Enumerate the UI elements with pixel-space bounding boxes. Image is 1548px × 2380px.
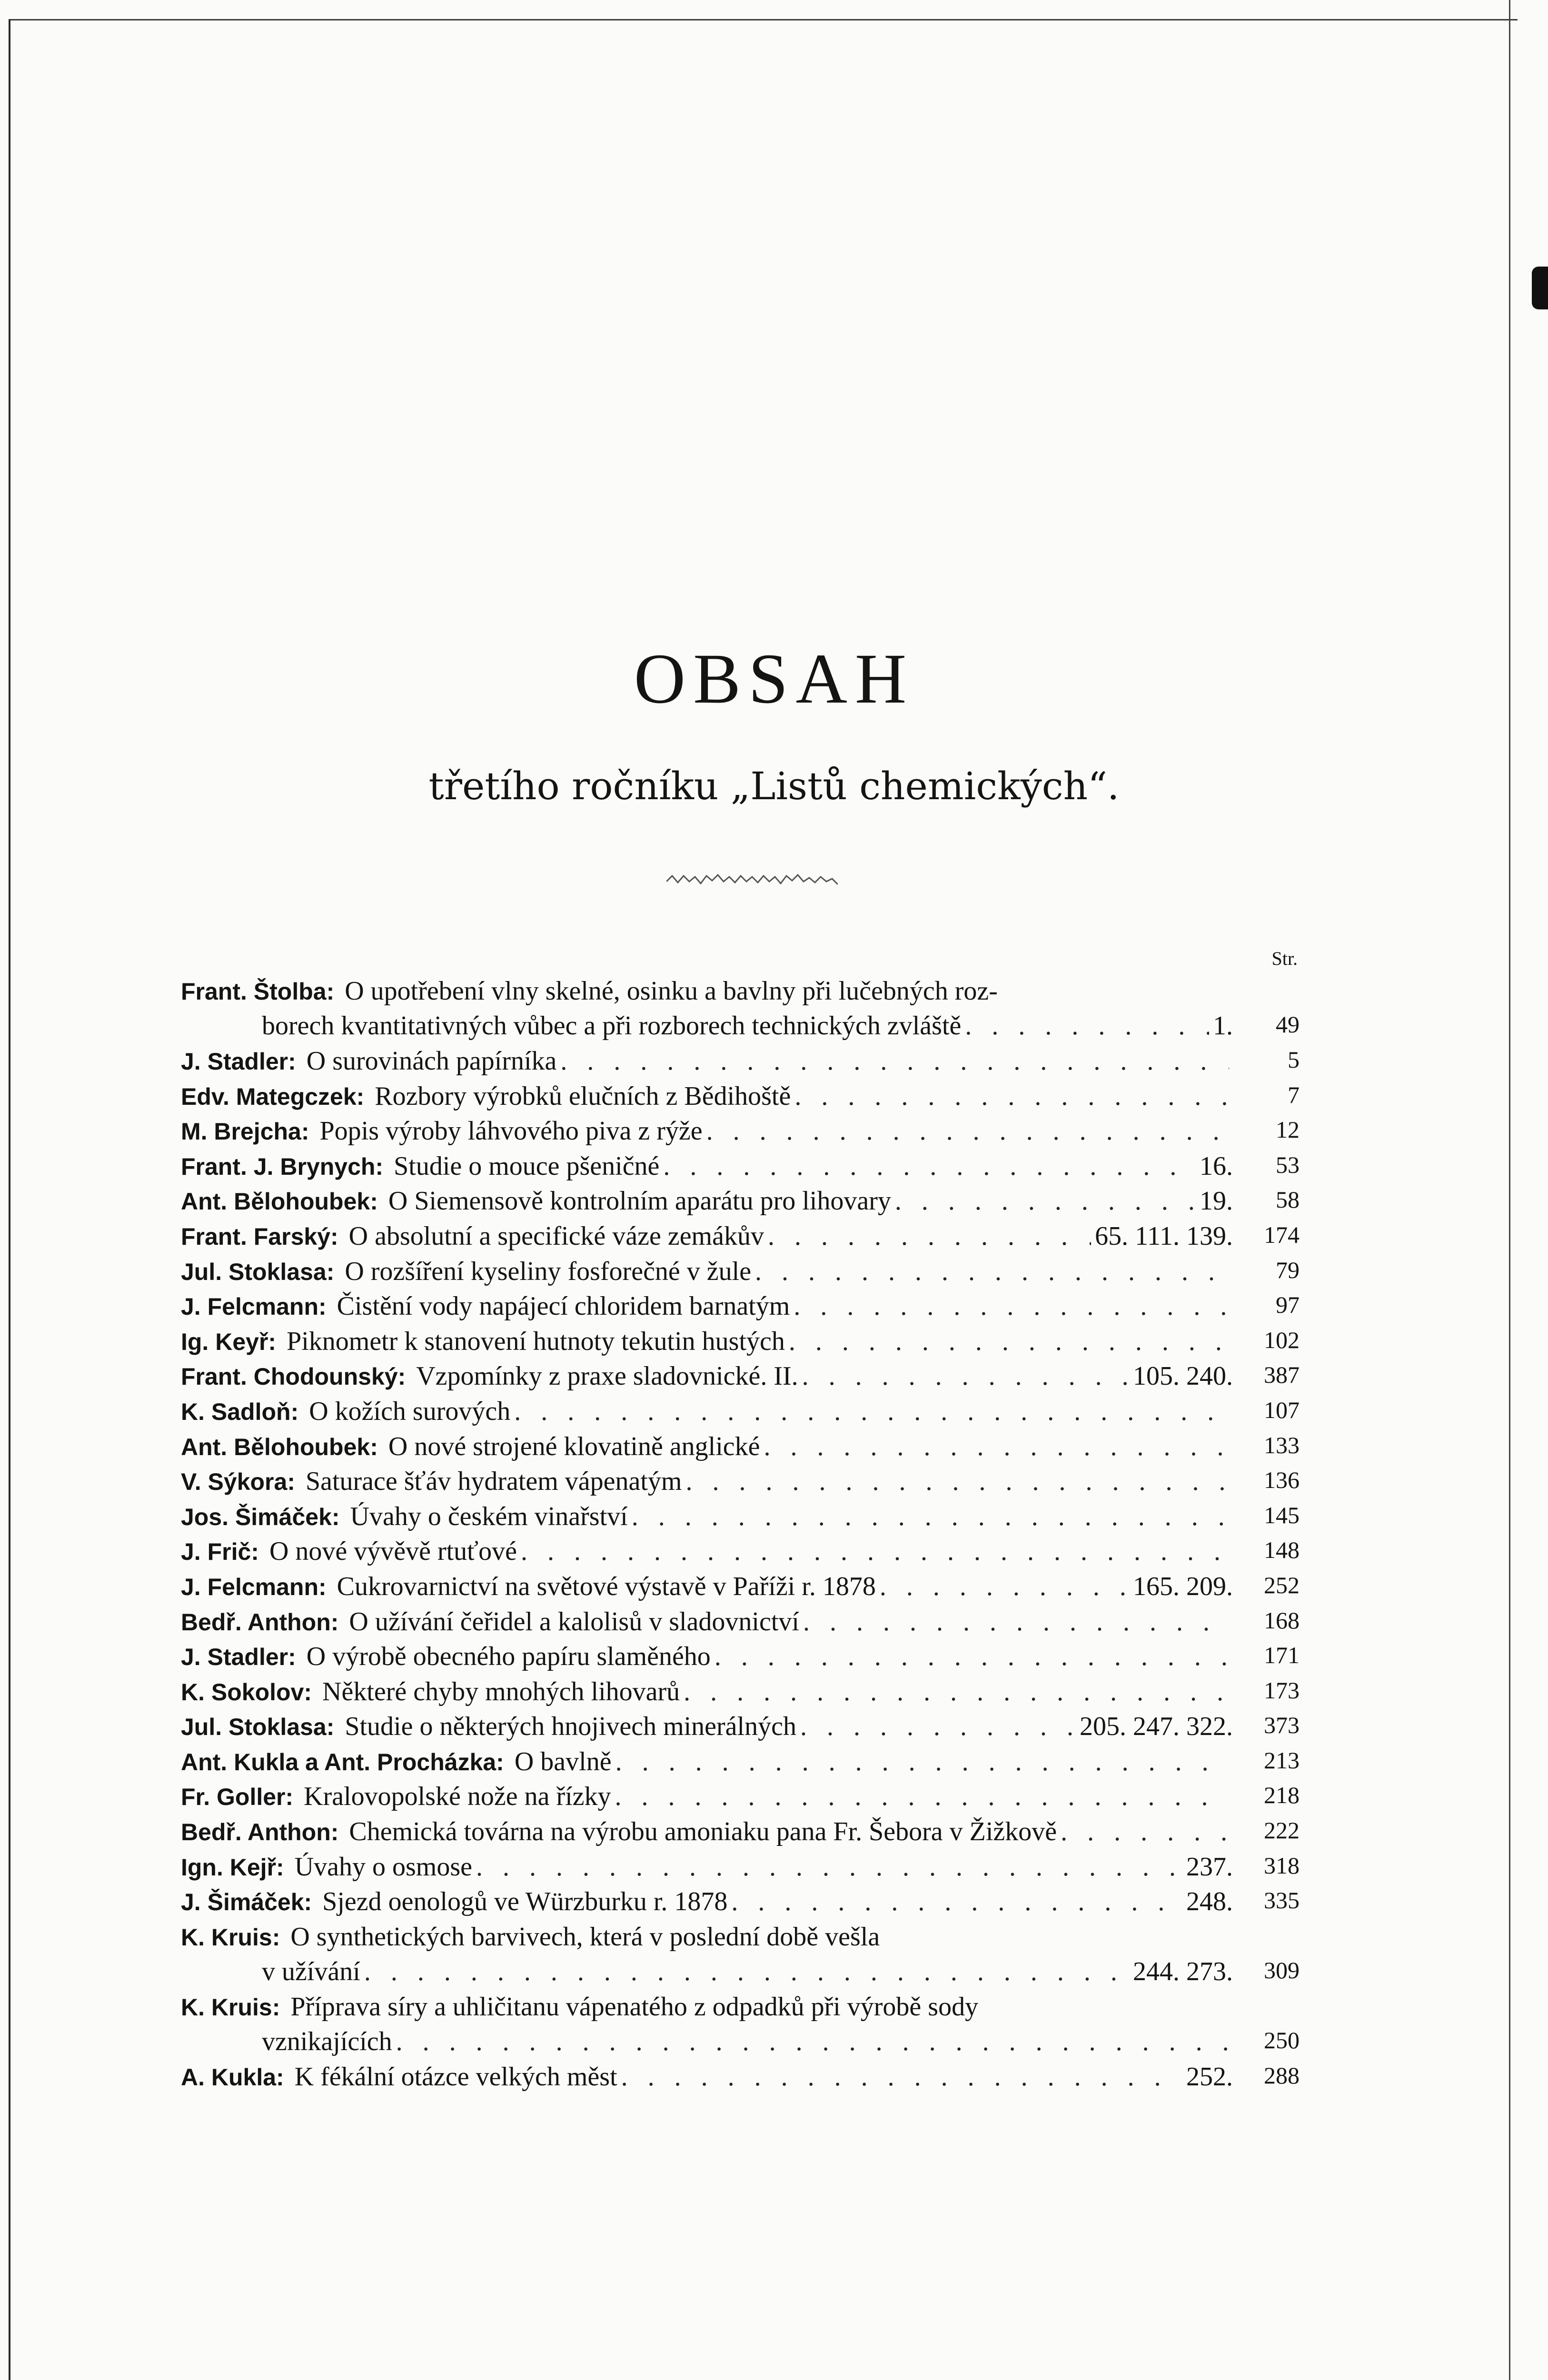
toc-page-number: 309 [1264,1956,1300,1983]
toc-author: J. Šimáček: [181,1889,312,1916]
toc-page-refs: 205. 247. 322. [1080,1712,1233,1742]
toc-page-number: 12 [1276,1116,1300,1143]
toc-author: J. Stadler: [181,1644,296,1671]
toc-entry [181,1116,1304,1151]
dot-leader [803,1606,1229,1637]
toc-page-refs: 237. [1186,1852,1233,1882]
toc-entry-line [181,1886,1233,1921]
toc-page-number: 107 [1264,1396,1300,1423]
toc-author: A. Kukla: [181,2063,284,2091]
toc-title: Piknometr k stanovení hutnoty tekutin hustých [287,1326,785,1356]
ornament-divider [666,871,838,890]
toc-page-number: 222 [1264,1817,1300,1844]
dot-leader [615,1781,1229,1812]
dot-leader [621,2062,1182,2092]
toc-title: K fékální otázce velkých měst [294,2062,617,2092]
toc-entry [181,1151,1304,1186]
toc-entry-line [181,1431,1233,1466]
toc-entry [181,1641,1304,1676]
toc-entry [181,1886,1304,1922]
dot-leader [714,1641,1229,1672]
toc-entry [181,976,1304,1046]
dot-leader [684,1676,1229,1707]
dot-leader [965,1011,1209,1041]
toc-entry-continuation [181,1011,1233,1045]
toc-page-number: 7 [1288,1081,1300,1108]
toc-title: O výrobě obecného papíru slaměného [306,1642,711,1672]
toc-author: Ant. Bělohoubek: [181,1433,378,1460]
toc-entry-line [181,1816,1233,1851]
toc-title: Čistění vody napájecí chloridem barnatým [337,1291,790,1321]
toc-author: V. Sýkora: [181,1468,295,1496]
toc-page-number: 174 [1264,1221,1300,1248]
dot-leader [768,1221,1091,1251]
toc-title: O surovinách papírníka [306,1046,557,1076]
toc-entry-line [181,1571,1233,1606]
toc-entry [181,1326,1304,1361]
toc-title-continuation: vznikajících [262,2026,392,2056]
toc-author: Frant. Chodounský: [181,1363,406,1390]
toc-entry-line [181,1676,1233,1711]
dot-leader [514,1396,1229,1427]
toc-page-number: 252 [1264,1571,1300,1598]
toc-author: Ign. Kejř: [181,1854,284,1881]
toc-entry-line [181,1711,1233,1746]
toc-page-number: 288 [1264,2062,1300,2089]
toc-entry-line [181,1221,1233,1256]
toc-entry-line [181,1922,1233,1956]
toc-entry-line [181,1396,1233,1431]
toc-page-number: 49 [1276,1011,1300,1038]
toc-title: O rozšíření kyseliny fosforečné v žule [345,1256,752,1286]
toc-page-number: 218 [1264,1782,1300,1809]
toc-title: Úvahy o osmose [294,1852,472,1882]
dot-leader [632,1501,1229,1532]
toc-entry-line [181,1326,1233,1361]
toc-title: O Siemensově kontrolním aparátu pro lihovary [388,1186,891,1216]
toc-entry-line [181,1606,1233,1641]
toc-author: J. Felcmann: [181,1573,327,1600]
toc-entry-line [181,1046,1233,1081]
toc-entry-line [181,1501,1233,1536]
ink-mark [1532,267,1548,309]
toc-entry-line [181,1852,1233,1886]
toc-title: Cukrovarnictví na světové výstavě v Paříži r. 1878 [337,1571,876,1601]
toc-entry [181,2062,1304,2097]
toc-author: M. Brejcha: [181,1118,309,1145]
toc-page-number: 102 [1264,1326,1300,1353]
toc-entry [181,1081,1304,1116]
toc-page-refs: 1. [1213,1011,1233,1041]
toc-author: K. Sokolov: [181,1678,312,1706]
toc-title: O nové strojené klovatině anglické [388,1431,760,1461]
toc-author: K. Kruis: [181,1924,280,1951]
toc-entry [181,1676,1304,1712]
toc-title: Chemická továrna na výrobu amoniaku pana Fr. Šebora v Žižkově [349,1817,1057,1847]
toc-entry-line [181,1536,1233,1571]
dot-leader [794,1081,1229,1111]
toc-entry-line [181,1151,1233,1186]
toc-title: Příprava síry a uhličitanu vápenatého z odpadků při výrobě sody [290,1992,979,2022]
toc-entry [181,1922,1304,1992]
toc-author: Bedř. Anthon: [181,1608,339,1636]
toc-title: O nové vývěvě rtuťové [269,1537,517,1567]
toc-entry [181,1256,1304,1291]
toc-title: O absolutní a specifické váze zemákův [348,1221,764,1251]
toc-title: Studie o některých hnojivech minerálných [345,1712,796,1742]
toc-author: Bedř. Anthon: [181,1819,339,1846]
toc-entry-line [181,1641,1233,1676]
toc-title: Vzpomínky z praxe sladovnické. II. [416,1361,798,1391]
toc-page-number: 58 [1276,1186,1300,1213]
toc-title: O užívání čeřidel a kalolisů v sladovnictví [349,1606,799,1636]
dot-leader [663,1151,1196,1181]
toc-page-number: 168 [1264,1606,1300,1634]
dot-leader [1061,1816,1229,1847]
toc-page-number: 97 [1276,1291,1300,1319]
toc-entry [181,1711,1304,1746]
toc-page-number: 136 [1264,1467,1300,1494]
toc-title-continuation: borech kvantitativných vůbec a při rozborech technických zvláště [262,1011,962,1041]
toc-title: O upotřebení vlny skelné, osinku a bavlny při lučebných roz- [345,976,998,1006]
dot-leader [880,1571,1129,1602]
toc-title: Saturace šťáv hydratem vápenatým [305,1467,682,1497]
toc-entry-line [181,1781,1233,1816]
dot-leader [476,1852,1182,1882]
dot-leader [706,1116,1229,1146]
dot-leader [802,1361,1129,1391]
toc-entry-line [181,1116,1233,1150]
toc-author: Jul. Stoklasa: [181,1714,335,1741]
toc-title: Popis výroby láhvového piva z rýže [319,1116,703,1146]
toc-author: J. Stadler: [181,1048,296,1075]
toc-title-continuation: v užívání [262,1956,360,1986]
toc-author: J. Felcmann: [181,1293,327,1320]
toc-entry-line [181,1186,1233,1220]
toc-page-number: 79 [1276,1256,1300,1283]
toc-author: Ig. Keyř: [181,1328,277,1355]
toc-page-refs: 165. 209. [1133,1571,1233,1601]
toc-page-number: 133 [1264,1431,1300,1458]
dot-leader [789,1326,1229,1357]
toc-entry-line [181,1256,1233,1291]
toc-page-refs: 19. [1200,1186,1233,1216]
toc-title: O bavlně [514,1746,612,1776]
table-of-contents [181,976,1304,2096]
dot-leader [895,1186,1196,1216]
toc-entry-line [181,1746,1233,1781]
toc-page-number: 5 [1288,1046,1300,1073]
toc-entry [181,1431,1304,1467]
toc-page-number: 250 [1264,2026,1300,2053]
toc-entry-continuation [181,1956,1233,1991]
toc-page-refs: 65. 111. 139. [1095,1221,1233,1251]
toc-entry [181,1291,1304,1326]
toc-entry [181,1046,1304,1081]
toc-page-number: 373 [1264,1712,1300,1739]
toc-author: J. Frič: [181,1538,259,1566]
toc-page-number: 173 [1264,1676,1300,1704]
toc-title: Rozbory výrobků elučních z Bědihoště [375,1081,791,1111]
toc-entry-line [181,1291,1233,1326]
toc-entry [181,1221,1304,1256]
toc-page-refs: 16. [1200,1151,1233,1181]
toc-page-refs: 252. [1186,2062,1233,2092]
dot-leader [794,1291,1229,1321]
dot-leader [755,1256,1229,1287]
toc-title: Kralovopolské nože na řízky [304,1782,611,1812]
toc-author: Frant. J. Brynych: [181,1153,384,1180]
toc-author: Jos. Šimáček: [181,1503,340,1530]
toc-entry-continuation [181,2026,1233,2061]
page-title: OBSAH [634,639,914,718]
dot-leader [396,2026,1229,2057]
toc-entry-line [181,1992,1233,2026]
toc-page-number: 387 [1264,1361,1300,1388]
toc-page-refs: 248. [1186,1887,1233,1917]
dot-leader [764,1431,1229,1462]
page-subtitle: třetího ročníku „Listů chemických“. [428,764,1120,808]
toc-page-number: 318 [1264,1852,1300,1879]
toc-page-refs: 244. 273. [1133,1956,1233,1986]
toc-page-refs: 105. 240. [1133,1361,1233,1391]
toc-page-number: 145 [1264,1501,1300,1528]
toc-author: Frant. Štolba: [181,978,335,1005]
toc-page-number: 335 [1264,1887,1300,1914]
dot-leader [800,1711,1076,1742]
toc-entry [181,1992,1304,2062]
toc-title: O kožích surových [309,1396,511,1426]
toc-entry [181,1781,1304,1816]
dot-leader [364,1956,1129,1987]
toc-author: K. Sadloň: [181,1398,299,1425]
dot-leader [560,1046,1229,1076]
toc-entry [181,1501,1304,1537]
toc-entry-line [181,1466,1233,1501]
toc-entry [181,1746,1304,1782]
page-column-label: Str. [1271,948,1298,969]
toc-entry [181,1606,1304,1642]
toc-entry-line [181,1361,1233,1396]
toc-entry [181,1466,1304,1501]
toc-title: Studie o mouce pšeničné [394,1151,660,1181]
dot-leader [731,1886,1182,1917]
toc-page-number: 148 [1264,1537,1300,1564]
dot-leader [615,1746,1229,1777]
toc-entry-line [181,976,1233,1011]
toc-author: Edv. Mategczek: [181,1083,365,1110]
toc-author: Jul. Stoklasa: [181,1258,335,1285]
toc-page-number: 171 [1264,1642,1300,1669]
toc-title: Sjezd oenologů ve Würzburku r. 1878 [322,1887,728,1917]
toc-author: Frant. Farský: [181,1223,338,1250]
toc-title: O synthetických barvivech, která v poslední době vešla [290,1922,880,1952]
toc-title: Některé chyby mnohých lihovarů [322,1676,680,1706]
toc-title: Úvahy o českém vinařství [350,1501,628,1531]
toc-author: Fr. Goller: [181,1784,294,1811]
dot-leader [521,1536,1229,1567]
toc-entry [181,1536,1304,1571]
toc-entry [181,1361,1304,1396]
toc-entry [181,1852,1304,1887]
page-edge [1509,0,1548,2380]
toc-author: K. Kruis: [181,1993,280,2021]
toc-entry-line [181,2062,1233,2096]
toc-entry [181,1816,1304,1852]
toc-author: Ant. Kukla a Ant. Procházka: [181,1748,504,1775]
toc-entry [181,1396,1304,1431]
toc-author: Ant. Bělohoubek: [181,1188,378,1215]
toc-page-number: 53 [1276,1151,1300,1178]
toc-entry [181,1186,1304,1221]
toc-entry [181,1571,1304,1606]
toc-entry-line [181,1081,1233,1116]
toc-page-number: 213 [1264,1746,1300,1774]
dot-leader [685,1466,1229,1497]
